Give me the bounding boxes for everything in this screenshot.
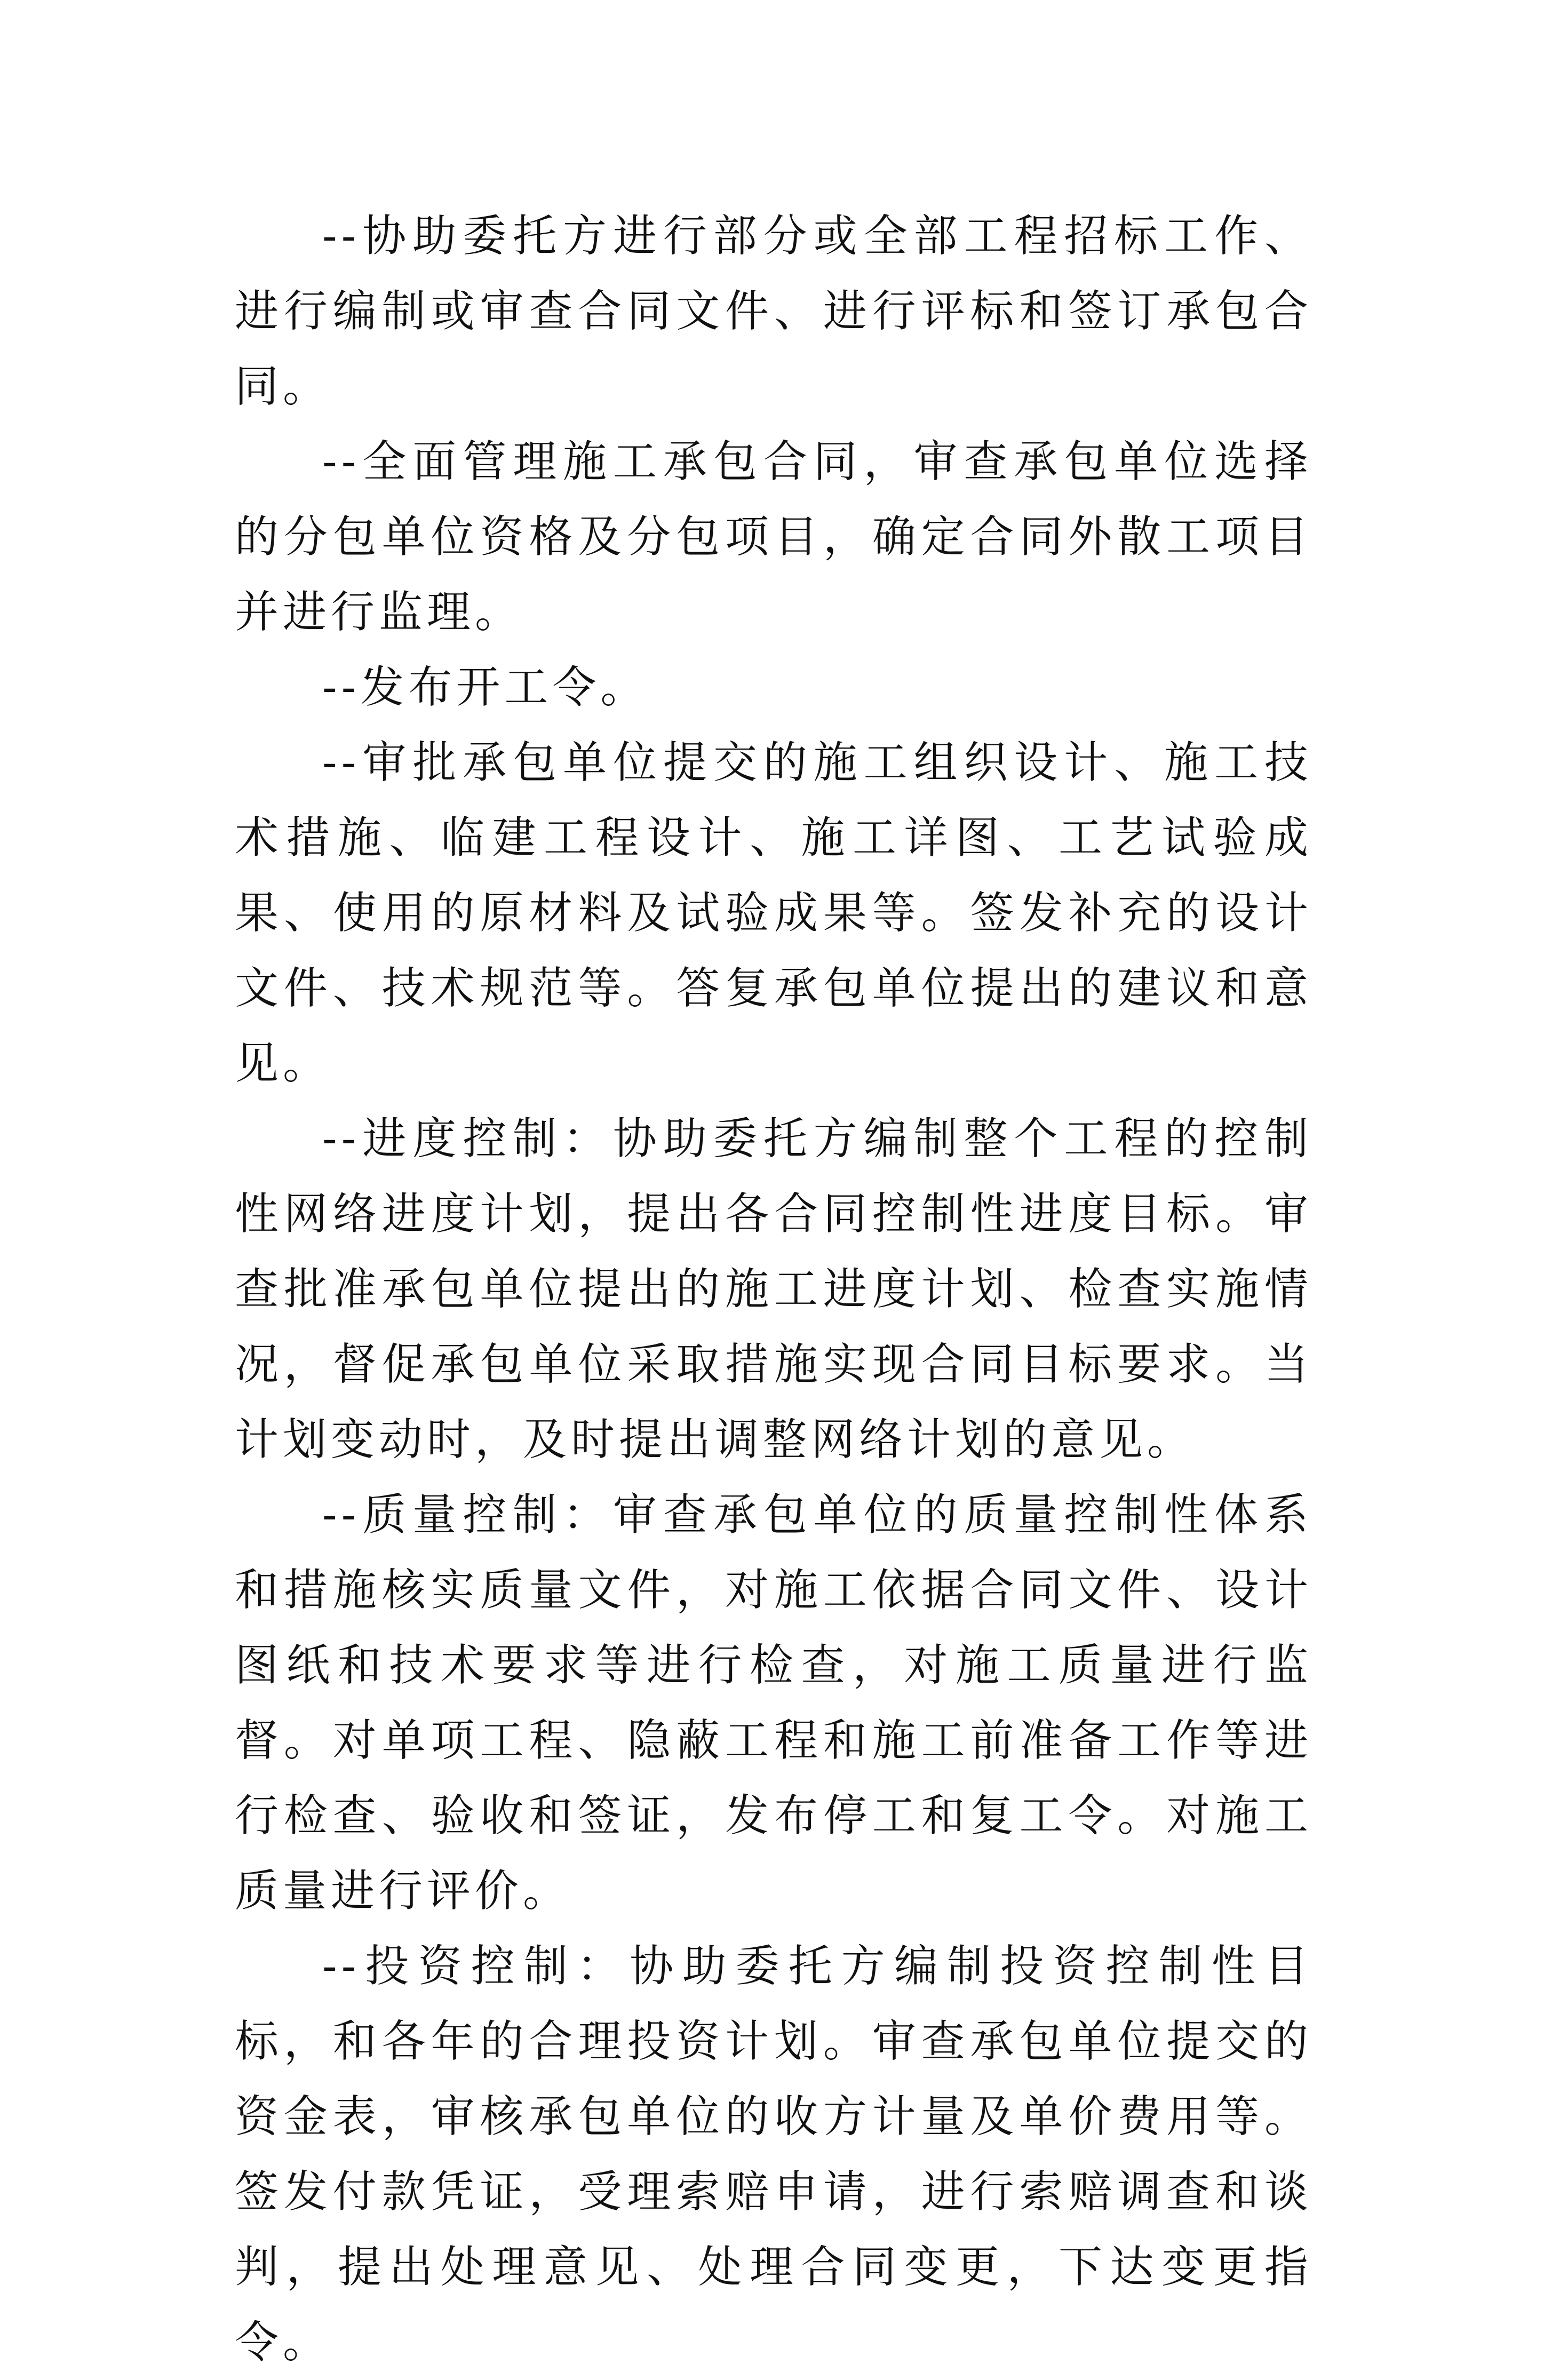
body-text: [235, 198, 1312, 2380]
paragraph-quality-control: --质量控制：审查承包单位的质量控制性体系和措施核实质量文件，对施工依据合同文件、设计图纸和技术要求等进行检查，对施工质量进行监督。对单项工程、隐蔽工程和施工前准备工作等进行检查、验收和签证，发布停工和复工令。对施工质量进行评价。: [235, 1490, 1312, 1916]
paragraph-schedule-control: --进度控制：协助委托方编制整个工程的控制性网络进度计划，提出各合同控制性进度目标。审查批准承包单位提出的施工进度计划、检查实施情况，督促承包单位采取措施实现合同目标要求。当计划变动时，及时提出调整网络计划的意见。: [235, 1113, 1312, 1465]
paragraph-approval: --审批承包单位提交的施工组织设计、施工技术措施、临建工程设计、施工详图、工艺试验成果、使用的原材料及试验成果等。签发补充的设计文件、技术规范等。答复承包单位提出的建议和意见。: [235, 737, 1312, 1089]
paragraph-tendering: --协助委托方进行部分或全部工程招标工作、进行编制或审查合同文件、进行评标和签订承包合同。: [235, 211, 1312, 412]
paragraph-start-order: --发布开工令。: [322, 662, 649, 713]
paragraph-investment-control: --投资控制：协助委托方编制投资控制性目标，和各年的合理投资计划。审查承包单位提交的资金表，审核承包单位的收方计量及单价费用等。签发付款凭证，受理索赔申请，进行索赔调查和谈判，提出处理意见、处理合同变更，下达变更指令。: [235, 1941, 1312, 2368]
paragraph-contract-management: --全面管理施工承包合同，审查承包单位选择的分包单位资格及分包项目，确定合同外散工项目并进行监理。: [235, 436, 1312, 638]
